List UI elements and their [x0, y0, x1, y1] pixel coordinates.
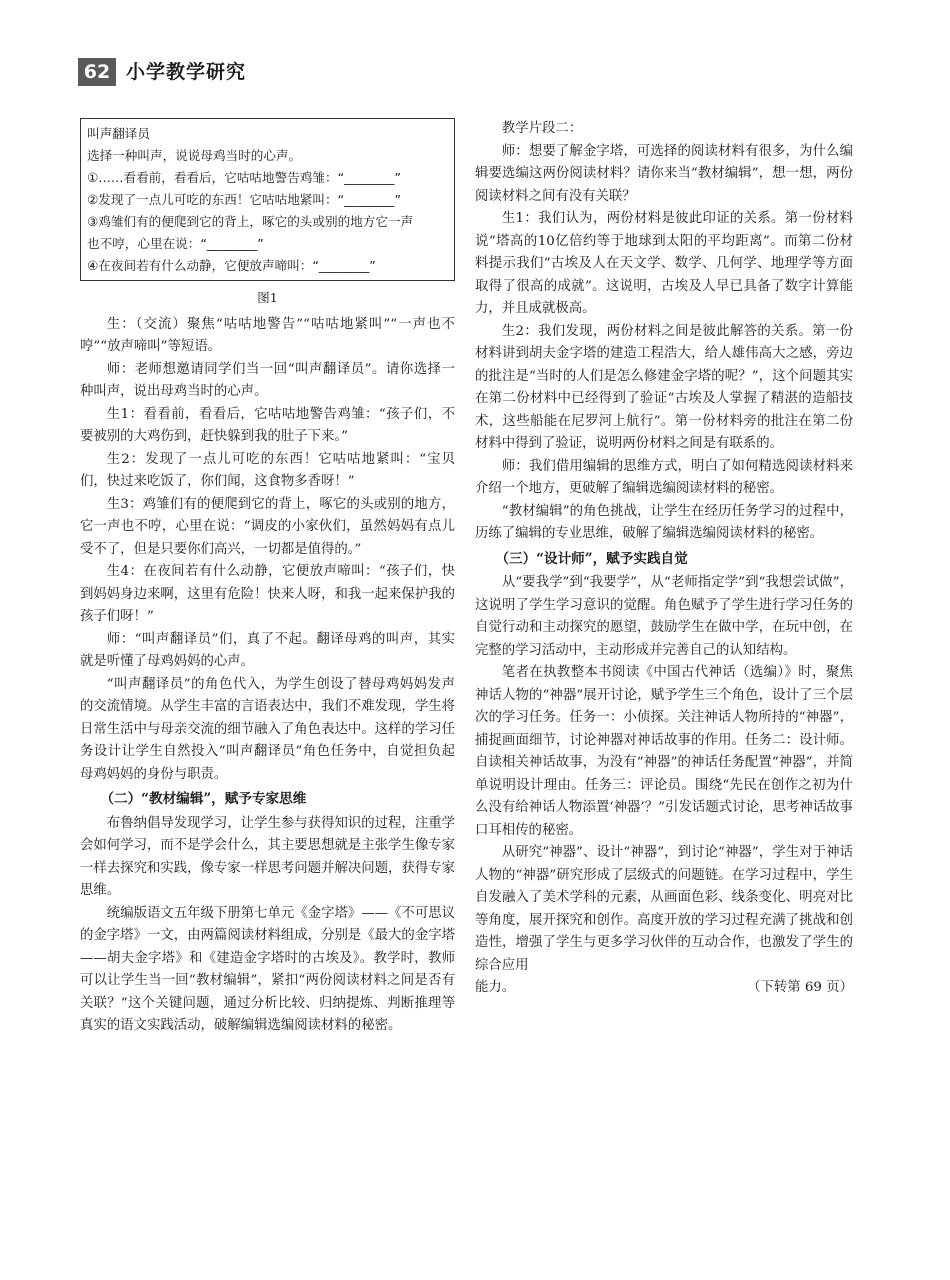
paragraph: 生1：我们认为，两份材料是彼此印证的关系。第一份材料说“塔高的10亿倍约等于地球到太阳的平均距离”。而第二份材料提示我们“古埃及人在天文学、数学、几何学、地理学等方面取得了很高的成就”。这说明，古埃及人早已具备了数字计算能力，并且成就极高。 [475, 211, 853, 316]
paragraph: 生2：我们发现，两份材料之间是彼此解答的关系。第一份材料讲到胡夫金字塔的建造工程浩大，给人雄伟高大之感，旁边的批注是“当时的人们是怎么修建金字塔的呢？”，这个问题其实在第二份材料中已经得到了验证“古埃及人掌握了精湛的造船技术，这些船能在尼罗河上航行”。第一份材料旁的批注在第二份材料中得到了验证，说明两份材料之间是有联系的。 [475, 323, 853, 451]
paragraph: 师：“叫声翻译员”们，真了不起。翻译母鸡的叫声，其实就是听懂了母鸡妈妈的心声。 [80, 631, 455, 669]
page-number: 62 [78, 58, 116, 86]
figure-line: ①……看看前，看看后，它咕咕地警告鸡雏：“________” [87, 170, 401, 185]
paragraph: 布鲁纳倡导发现学习，让学生参与获得知识的过程，注重学会如何学习，而不是学会什么，其主要思想就是主张学生像专家一样去探究和实践，像专家一样思考问题并解决问题，获得专家思维。 [80, 815, 455, 898]
paragraph: 师：我们借用编辑的思维方式，明白了如何精选阅读材料来介绍一个地方，更破解了编辑选编阅读材料的秘密。 [475, 458, 853, 496]
figure-1-box [80, 118, 455, 281]
paragraph: 笔者在执教整本书阅读《中国古代神话（选编）》时，聚焦神话人物的“神器”展开讨论，赋予学生三个角色，设计了三个层次的学习任务。任务一：小侦探。关注神话人物所持的“神器”，捕捉画面细节，讨论神器对神话故事的作用。任务二：设计师。自读相关神话故事，为没有“神器”的神话任务配置“神器”，并简单说明设计理由。任务三：评论员。围绕“先民在创作之初为什么没有给神话人物添置‘神器’？”引发话题式讨论，思考神话故事口耳相传的秘密。 [475, 665, 853, 838]
paragraph: “叫声翻译员”的角色代入，为学生创设了替母鸡妈妈发声的交流情境。从学生丰富的言语表达中，我们不难发现，学生将日常生活中与母亲交流的细节融入了角色表达中。这样的学习任务设计让学生自然投入“叫声翻译员”角色任务中，自觉担负起母鸡妈妈的身份与职责。 [80, 676, 455, 782]
right-column [475, 118, 853, 1000]
paragraph: 生3：鸡雏们有的便爬到它的背上，啄它的头或别的地方，它一声也不哼，心里在说：“调皮的小家伙们，虽然妈妈有点儿受不了，但是只要你们高兴，一切都是值得的。” [80, 496, 455, 557]
paragraph: “教材编辑”的角色挑战，让学生在经历任务学习的过程中，历练了编辑的专业思维，破解了编辑选编阅读材料的秘密。 [475, 503, 853, 541]
figure-line: ②发现了一点儿可吃的东西！它咕咕地紧叫：“________” [87, 192, 401, 207]
paragraph: 生4：在夜间若有什么动静，它便放声啼叫：“孩子们，快到妈妈身边来啊，这里有危险！快来人呀，和我一起来保护我的孩子们呀！” [80, 564, 455, 624]
figure-caption: 图1 [257, 290, 278, 305]
paragraph: 教学片段二： [501, 121, 583, 136]
paragraph: 从研究“神器”、设计“神器”，到讨论“神器”，学生对于神话人物的“神器”研究形成了层级式的问题链。在学习过程中，学生自发融入了美术学科的元素，从画面色彩、线条变化、明亮对比等角度，展开探究和创作。高度开放的学习过程充满了挑战和创造性，增强了学生与更多学习伙伴的互动合作，也激发了学生的综合应用 [475, 845, 853, 973]
paragraph-end: 能力。 [475, 980, 516, 995]
paragraph: 统编版语文五年级下册第七单元《金字塔》——《不可思议的金字塔》一文，由两篇阅读材料组成，分别是《最大的金字塔——胡夫金字塔》和《建造金字塔时的古埃及》。教学时，教师可以让学生当一回“教材编辑”，紧扣“两份阅读材料之间是否有关联？”这个关键问题，通过分析比较、归纳提炼、判断推理等真实的语文实践活动，破解编辑选编阅读材料的秘密。 [80, 905, 455, 1033]
paragraph: 生：（交流）聚焦“咕咕地警告”“咕咕地紧叫”“一声也不哼”“放声啼叫”等短语。 [80, 316, 455, 354]
paragraph: 生1：看看前，看看后，它咕咕地警告鸡雏：“孩子们，不要被别的大鸡伤到，赶快躲到我的肚子下来。” [80, 406, 455, 444]
paragraph: 师：想要了解金字塔，可选择的阅读材料有很多，为什么编辑要选编这两份阅读材料？请你来当“教材编辑”，想一想，两份阅读材料之间有没有关联？ [475, 143, 853, 204]
section-heading: （三）“设计师”，赋予实践自觉 [495, 550, 688, 567]
page-header [78, 58, 878, 88]
paragraph: 从“要我学”到“我要学”，从“老师指定学”到“我想尝试做”，这说明了学生学习意识的觉醒。角色赋予了学生进行学习任务的自觉行动和主动探究的愿望，鼓励学生在做中学，在玩中创，在完整的学习活动中，主动形成并完善自己的认知结构。 [475, 575, 853, 658]
figure-line: ④在夜间若有什么动静，它便放声啼叫：“________” [87, 258, 376, 273]
paragraph: 生2：发现了一点儿可吃的东西！它咕咕地紧叫：“宝贝们，快过来吃饭了，你们闻，这食物多香呀！” [80, 451, 455, 489]
section-heading: （二）“教材编辑”，赋予专家思维 [100, 791, 307, 807]
figure-line: 也不哼，心里在说：“________” [87, 236, 264, 251]
figure-line: 选择一种叫声，说说母鸡当时的心声。 [87, 148, 302, 163]
continued-note: （下转第 69 页） [747, 980, 853, 995]
figure-line: 叫声翻译员 [87, 126, 150, 141]
journal-title: 小学教学研究 [126, 61, 247, 83]
paragraph: 师：老师想邀请同学们当一回“叫声翻译员”。请你选择一种叫声，说出母鸡当时的心声。 [80, 361, 455, 399]
left-column [80, 118, 455, 1038]
figure-line: ③鸡雏们有的便爬到它的背上，啄它的头或别的地方它一声 [87, 214, 414, 229]
last-line [475, 977, 853, 1000]
